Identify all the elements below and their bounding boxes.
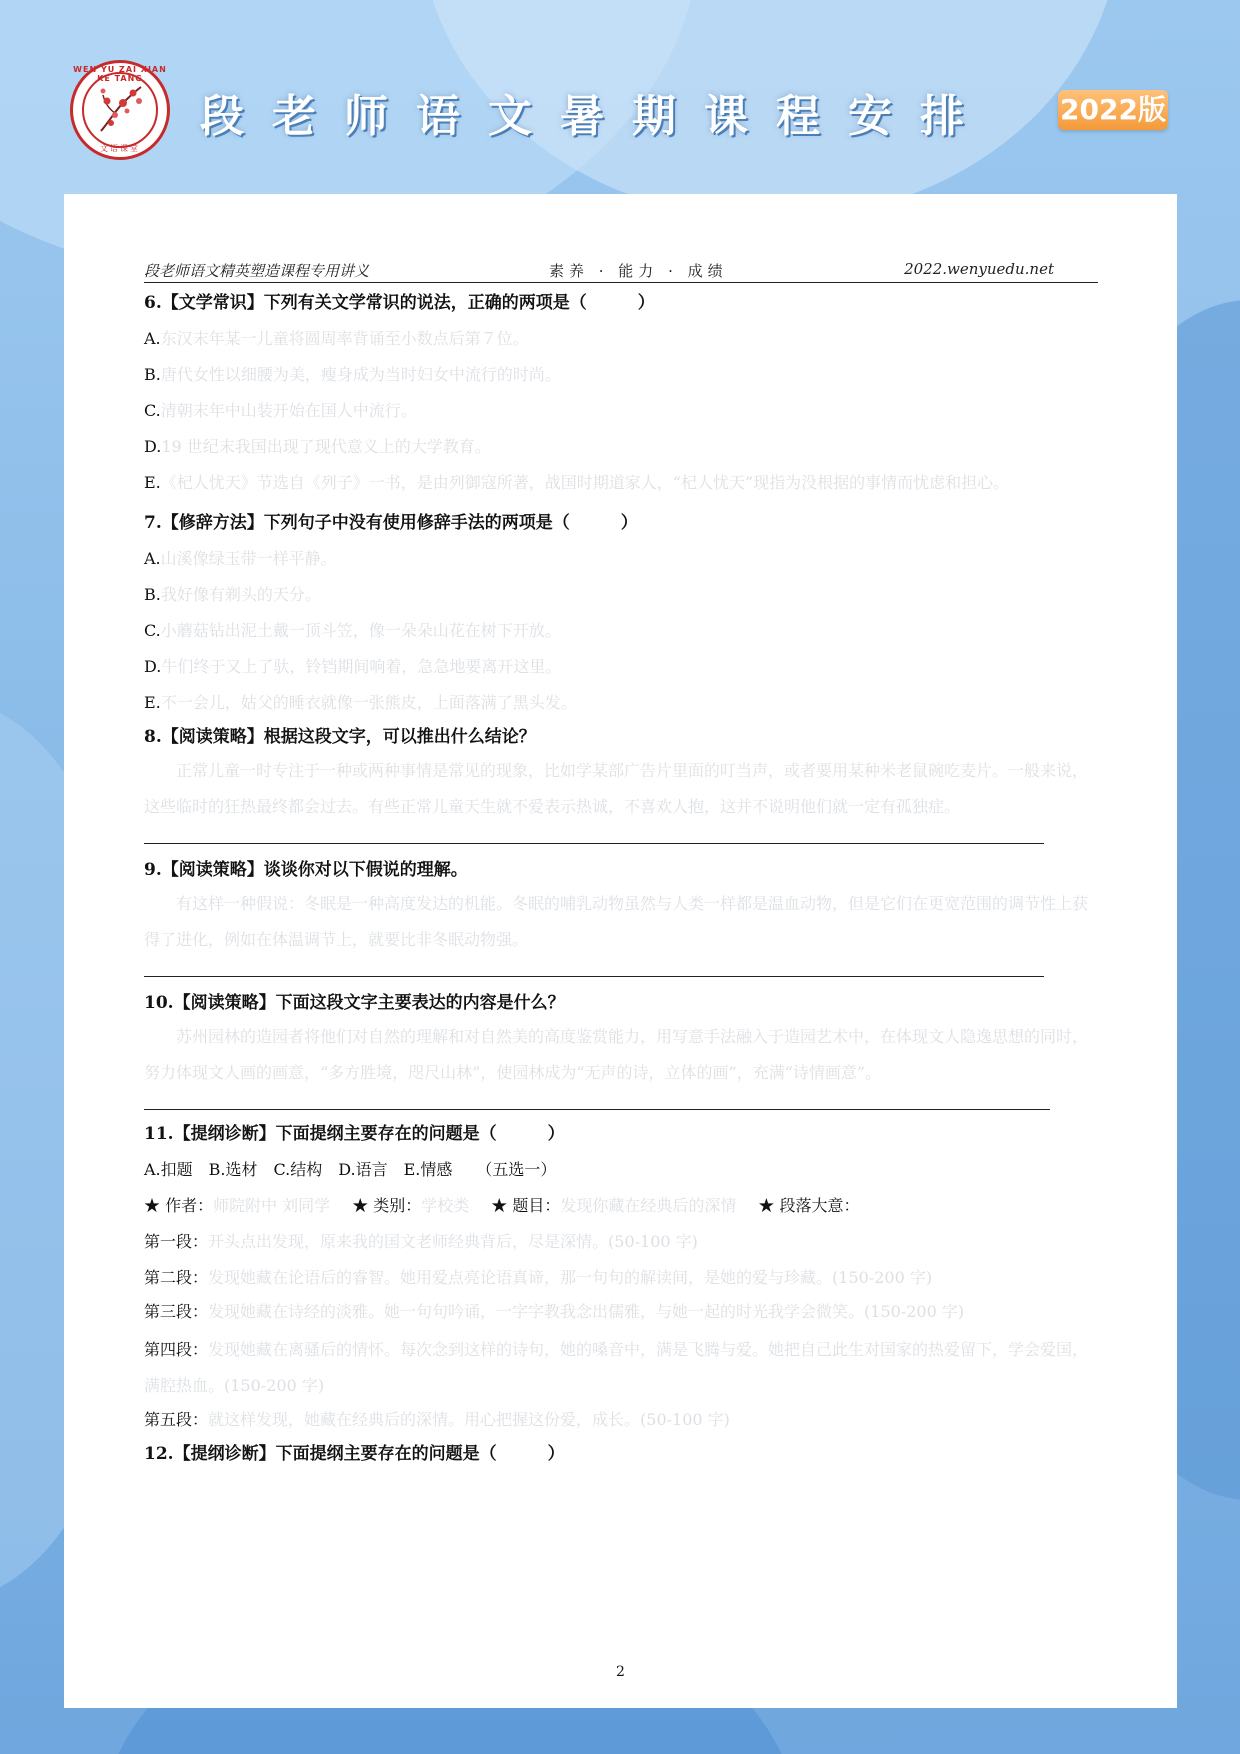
running-head	[144, 260, 1098, 283]
document-content	[144, 260, 1098, 1466]
page-title: 段老师语文暑期课程安排	[200, 91, 992, 142]
question-9-stem: 9.【阅读策略】谈谈你对以下假说的理解。	[144, 860, 468, 880]
outline-meta	[144, 1194, 1098, 1218]
document-sheet	[64, 194, 1177, 1708]
question-9	[144, 858, 1098, 977]
question-8-stem: 8.【阅读策略】根据这段文字，可以推出什么结论？	[144, 727, 536, 747]
question-8	[144, 725, 1098, 844]
question-8-passage: 正常儿童一时专注于一种或两种事情是常见的现象，比如学某部广告片里面的叮当声，或者要用某种米老鼠碗吃麦片。一般来说，这些临时的狂热最终都会过去。有些正常儿童天生就不爱表示热诚，不喜欢人抱，这并不说明他们就一定有孤独症。	[144, 761, 1089, 816]
question-6-stem: 6.【文学常识】下列有关文学常识的说法，正确的两项是（ ）	[144, 293, 655, 313]
question-6-option-a: A.东汉末年某一儿童将圆周率背诵至小数点后第７位。	[144, 329, 529, 348]
question-6-option-d: D.19 世纪末我国出现了现代意义上的大学教育。	[144, 437, 491, 456]
question-10-passage: 苏州园林的造园者将他们对自然的理解和对自然美的高度鉴赏能力，用写意手法融入于造园艺术中，在体现文人隐逸思想的同时，努力体现文人画的画意，“多方胜境，咫尺山林”，使园林成为“无声的诗，立体的画”，充满“诗情画意”。	[144, 1027, 1089, 1082]
logo-ring-text: WEN YU ZAI XIAN KE TANG	[73, 65, 167, 83]
question-6	[144, 291, 1098, 501]
question-12-stem: 12.【提纲诊断】下面提纲主要存在的问题是（ ）	[144, 1444, 565, 1464]
logo-bottom-text: 文语课堂	[100, 144, 140, 153]
outline-paragraph-2: 第二段：发现她藏在论语后的睿智。她用爱点亮论语真谛，那一句句的解读间，是她的爱与珍藏。(150-200 字)	[144, 1268, 933, 1287]
question-6-option-c: C.清朝末年中山装开始在国人中流行。	[144, 401, 417, 420]
outline-title: ★ 题目：发现你藏在经典后的深情	[491, 1196, 737, 1215]
question-7	[144, 511, 1098, 715]
question-6-option-e: E.《杞人忧天》节选自《列子》一书，是由列御寇所著，战国时期道家人，“杞人忧天”现指为没根据的事情而忧虑和担心。	[144, 473, 1010, 492]
question-7-stem: 7.【修辞方法】下列句子中没有使用修辞手法的两项是（ ）	[144, 513, 638, 533]
question-7-option-e: E.不一会儿，姑父的睡衣就像一张熊皮，上面落满了黑头发。	[144, 693, 577, 712]
answer-line	[144, 976, 1044, 977]
school-logo	[70, 60, 170, 160]
outline-paragraph-4: 第四段：发现她藏在离骚后的情怀。每次念到这样的诗句，她的嗓音中，满是飞腾与爱。她把自己此生对国家的热爱留下，学会爱国，满腔热血。(150-200 字)	[144, 1340, 1089, 1395]
question-11	[144, 1122, 1098, 1432]
question-7-option-c: C.小蘑菇钻出泥土戴一顶斗笠，像一朵朵山花在树下开放。	[144, 621, 561, 640]
question-11-choices: A.扣题 B.选材 C.结构 D.语言 E.情感 （五选一）	[144, 1160, 557, 1179]
outline-paragraph-3: 第三段：发现她藏在诗经的淡雅。她一句句吟诵，一字字教我念出儒雅，与她一起的时光我学会微笑。(150-200 字)	[144, 1302, 965, 1321]
outline-paragraph-5: 第五段：就这样发现，她藏在经典后的深情。用心把握这份爱，成长。(50-100 字)	[144, 1410, 730, 1429]
plum-blossom-icon	[93, 81, 149, 137]
running-head-left: 段老师语文精英塑造课程专用讲义	[144, 262, 370, 280]
question-10-stem: 10.【阅读策略】下面这段文字主要表达的内容是什么？	[144, 993, 565, 1013]
answer-line	[144, 1109, 1050, 1110]
question-12	[144, 1442, 1098, 1466]
question-7-option-a: A.山溪像绿玉带一样平静。	[144, 549, 337, 568]
page-number: 2	[616, 1664, 625, 1680]
question-7-option-d: D.牛们终于又上了驮，铃铛期间响着，急急地要离开这里。	[144, 657, 562, 676]
question-11-stem: 11.【提纲诊断】下面提纲主要存在的问题是（ ）	[144, 1124, 565, 1144]
answer-line	[144, 843, 1044, 844]
page-header	[0, 0, 1240, 190]
question-7-option-b: B.我好像有剃头的天分。	[144, 585, 321, 604]
outline-summary: ★ 段落大意：	[758, 1196, 860, 1215]
running-head-center: 素养 · 能力 · 成绩	[549, 262, 728, 280]
running-head-right: 2022.wenyuedu.net	[904, 260, 1054, 278]
question-6-option-b: B.唐代女性以细腰为美，瘦身成为当时妇女中流行的时尚。	[144, 365, 561, 384]
outline-author: ★ 作者：师院附中 刘同学	[144, 1196, 331, 1215]
edition-badge: 2022版	[1058, 90, 1168, 130]
outline-category: ★ 类别：学校类	[352, 1196, 470, 1215]
question-9-passage: 有这样一种假说：冬眠是一种高度发达的机能。冬眠的哺乳动物虽然与人类一样都是温血动物，但是它们在更宽范围的调节性上获得了进化，例如在体温调节上，就要比非冬眠动物强。	[144, 894, 1089, 949]
outline-paragraph-1: 第一段：开头点出发现，原来我的国文老师经典背后，尽是深情。(50-100 字)	[144, 1232, 698, 1251]
question-10	[144, 991, 1098, 1110]
